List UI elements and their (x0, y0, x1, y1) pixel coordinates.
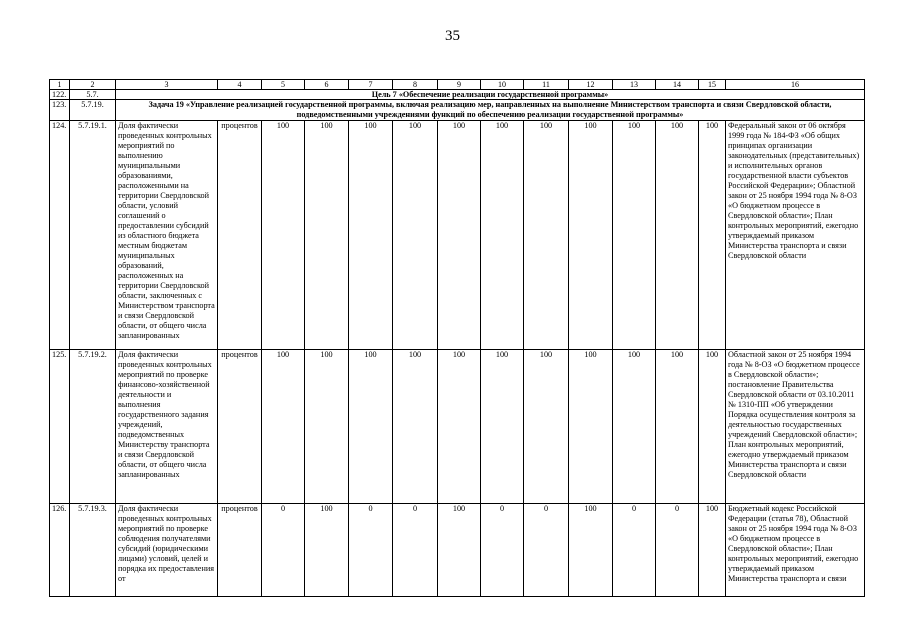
table-row (50, 121, 865, 350)
row-number: 125. (50, 350, 70, 504)
task-title: Задача 19 «Управление реализацией государственной программы, включая реализацию мер, направленных на выполнение Министерством транспорта и связи Свердловской области, подведомственными учреждениями функций по обеспечению реализации государственной программы» (116, 100, 865, 121)
row-number: 122. (50, 90, 70, 100)
column-header: 16 (726, 80, 865, 90)
row-code: 5.7.19.2. (70, 350, 116, 504)
value-cell: 100 (305, 504, 349, 597)
value-cell: 100 (481, 121, 524, 350)
value-cell: 100 (349, 350, 393, 504)
indicator-name: Доля фактически проведенных контрольных мероприятий по проверке финансово-хозяйственной деятельности и выполнения государственного задания учреждений, подведомственных Министерству транспорта и связи Свердловской области, от общего числа запланированных (116, 350, 218, 504)
value-cell: 100 (656, 121, 699, 350)
row-code: 5.7.19.1. (70, 121, 116, 350)
value-cell: 100 (305, 350, 349, 504)
value-cell: 100 (699, 350, 726, 504)
indicator-name: Доля фактически проведенных контрольных мероприятий по проверке соблюдения получателями субсидий (юридическими лицами) условий, целей и порядка их предоставления от (116, 504, 218, 597)
value-cell: 100 (481, 350, 524, 504)
column-header: 13 (613, 80, 656, 90)
value-cell: 100 (262, 121, 305, 350)
column-header: 3 (116, 80, 218, 90)
value-cell: 100 (699, 504, 726, 597)
goal-row (50, 90, 865, 100)
row-number: 123. (50, 100, 70, 121)
source-document: Бюджетный кодекс Российской Федерации (статья 78), Областной закон от 25 ноября 1994 года № 8-ОЗ «О бюджетном процессе в Свердловской области»; План контрольных мероприятий, ежегодно утверждаемый приказом Министерства транспорта и связи (726, 504, 865, 597)
value-cell: 0 (262, 504, 305, 597)
row-code: 5.7.19. (70, 100, 116, 121)
value-cell: 100 (438, 504, 481, 597)
page-number: 35 (445, 28, 460, 44)
unit: процентов (218, 121, 262, 350)
value-cell: 100 (613, 350, 656, 504)
value-cell: 0 (524, 504, 569, 597)
column-header: 9 (438, 80, 481, 90)
unit: процентов (218, 350, 262, 504)
value-cell: 100 (438, 350, 481, 504)
column-header: 2 (70, 80, 116, 90)
value-cell: 0 (613, 504, 656, 597)
value-cell: 100 (569, 504, 613, 597)
value-cell: 100 (524, 350, 569, 504)
column-header: 7 (349, 80, 393, 90)
row-number: 126. (50, 504, 70, 597)
value-cell: 100 (349, 121, 393, 350)
column-header: 11 (524, 80, 569, 90)
value-cell: 100 (569, 121, 613, 350)
indicator-name: Доля фактически проведенных контрольных мероприятий по выполнению муниципальными образованиями, расположенными на территории Свердловской области, условий соглашений о предоставлении субсидий из областного бюджета местным бюджетам муниципальных образований, расположенных на территории Свердловской области, заключенных с Министерством транспорта и связи Свердловской области, от общего числа запланированных (116, 121, 218, 350)
value-cell: 0 (481, 504, 524, 597)
column-header: 4 (218, 80, 262, 90)
column-header: 15 (699, 80, 726, 90)
row-code: 5.7.19.3. (70, 504, 116, 597)
column-number-row (50, 80, 865, 90)
value-cell: 100 (393, 350, 438, 504)
column-header: 5 (262, 80, 305, 90)
value-cell: 100 (569, 350, 613, 504)
value-cell: 100 (699, 121, 726, 350)
column-header: 1 (50, 80, 70, 90)
unit: процентов (218, 504, 262, 597)
value-cell: 100 (613, 121, 656, 350)
value-cell: 100 (656, 350, 699, 504)
value-cell: 100 (262, 350, 305, 504)
task-row (50, 100, 865, 121)
table-row (50, 350, 865, 504)
value-cell: 100 (438, 121, 481, 350)
value-cell: 100 (393, 121, 438, 350)
table-row (50, 504, 865, 597)
row-code: 5.7. (70, 90, 116, 100)
indicators-table (49, 79, 865, 597)
goal-title: Цель 7 «Обеспечение реализации государственной программы» (116, 90, 865, 100)
column-header: 6 (305, 80, 349, 90)
value-cell: 100 (524, 121, 569, 350)
column-header: 8 (393, 80, 438, 90)
value-cell: 0 (349, 504, 393, 597)
value-cell: 0 (656, 504, 699, 597)
column-header: 12 (569, 80, 613, 90)
source-document: Федеральный закон от 06 октября 1999 года № 184-ФЗ «Об общих принципах организации законодательных (представительных) и исполнительных органов государственной власти субъектов Российской Федерации»; Областной закон от 25 ноября 1994 года № 8-ОЗ «О бюджетном процессе в Свердловской области»; План контрольных мероприятий, ежегодно утверждаемый приказом Министерства транспорта и связи Свердловской области (726, 121, 865, 350)
source-document: Областной закон от 25 ноября 1994 года № 8-ОЗ «О бюджетном процессе в Свердловской области»; постановление Правительства Свердловской области от 03.10.2011 № 1310-ПП «Об утверждении Порядка осуществления контроля за деятельностью государственных учреждений Свердловской области»; План контрольных мероприятий, ежегодно утверждаемый приказом Министерства транспорта и связи Свердловской области (726, 350, 865, 504)
row-number: 124. (50, 121, 70, 350)
column-header: 14 (656, 80, 699, 90)
value-cell: 0 (393, 504, 438, 597)
value-cell: 100 (305, 121, 349, 350)
column-header: 10 (481, 80, 524, 90)
